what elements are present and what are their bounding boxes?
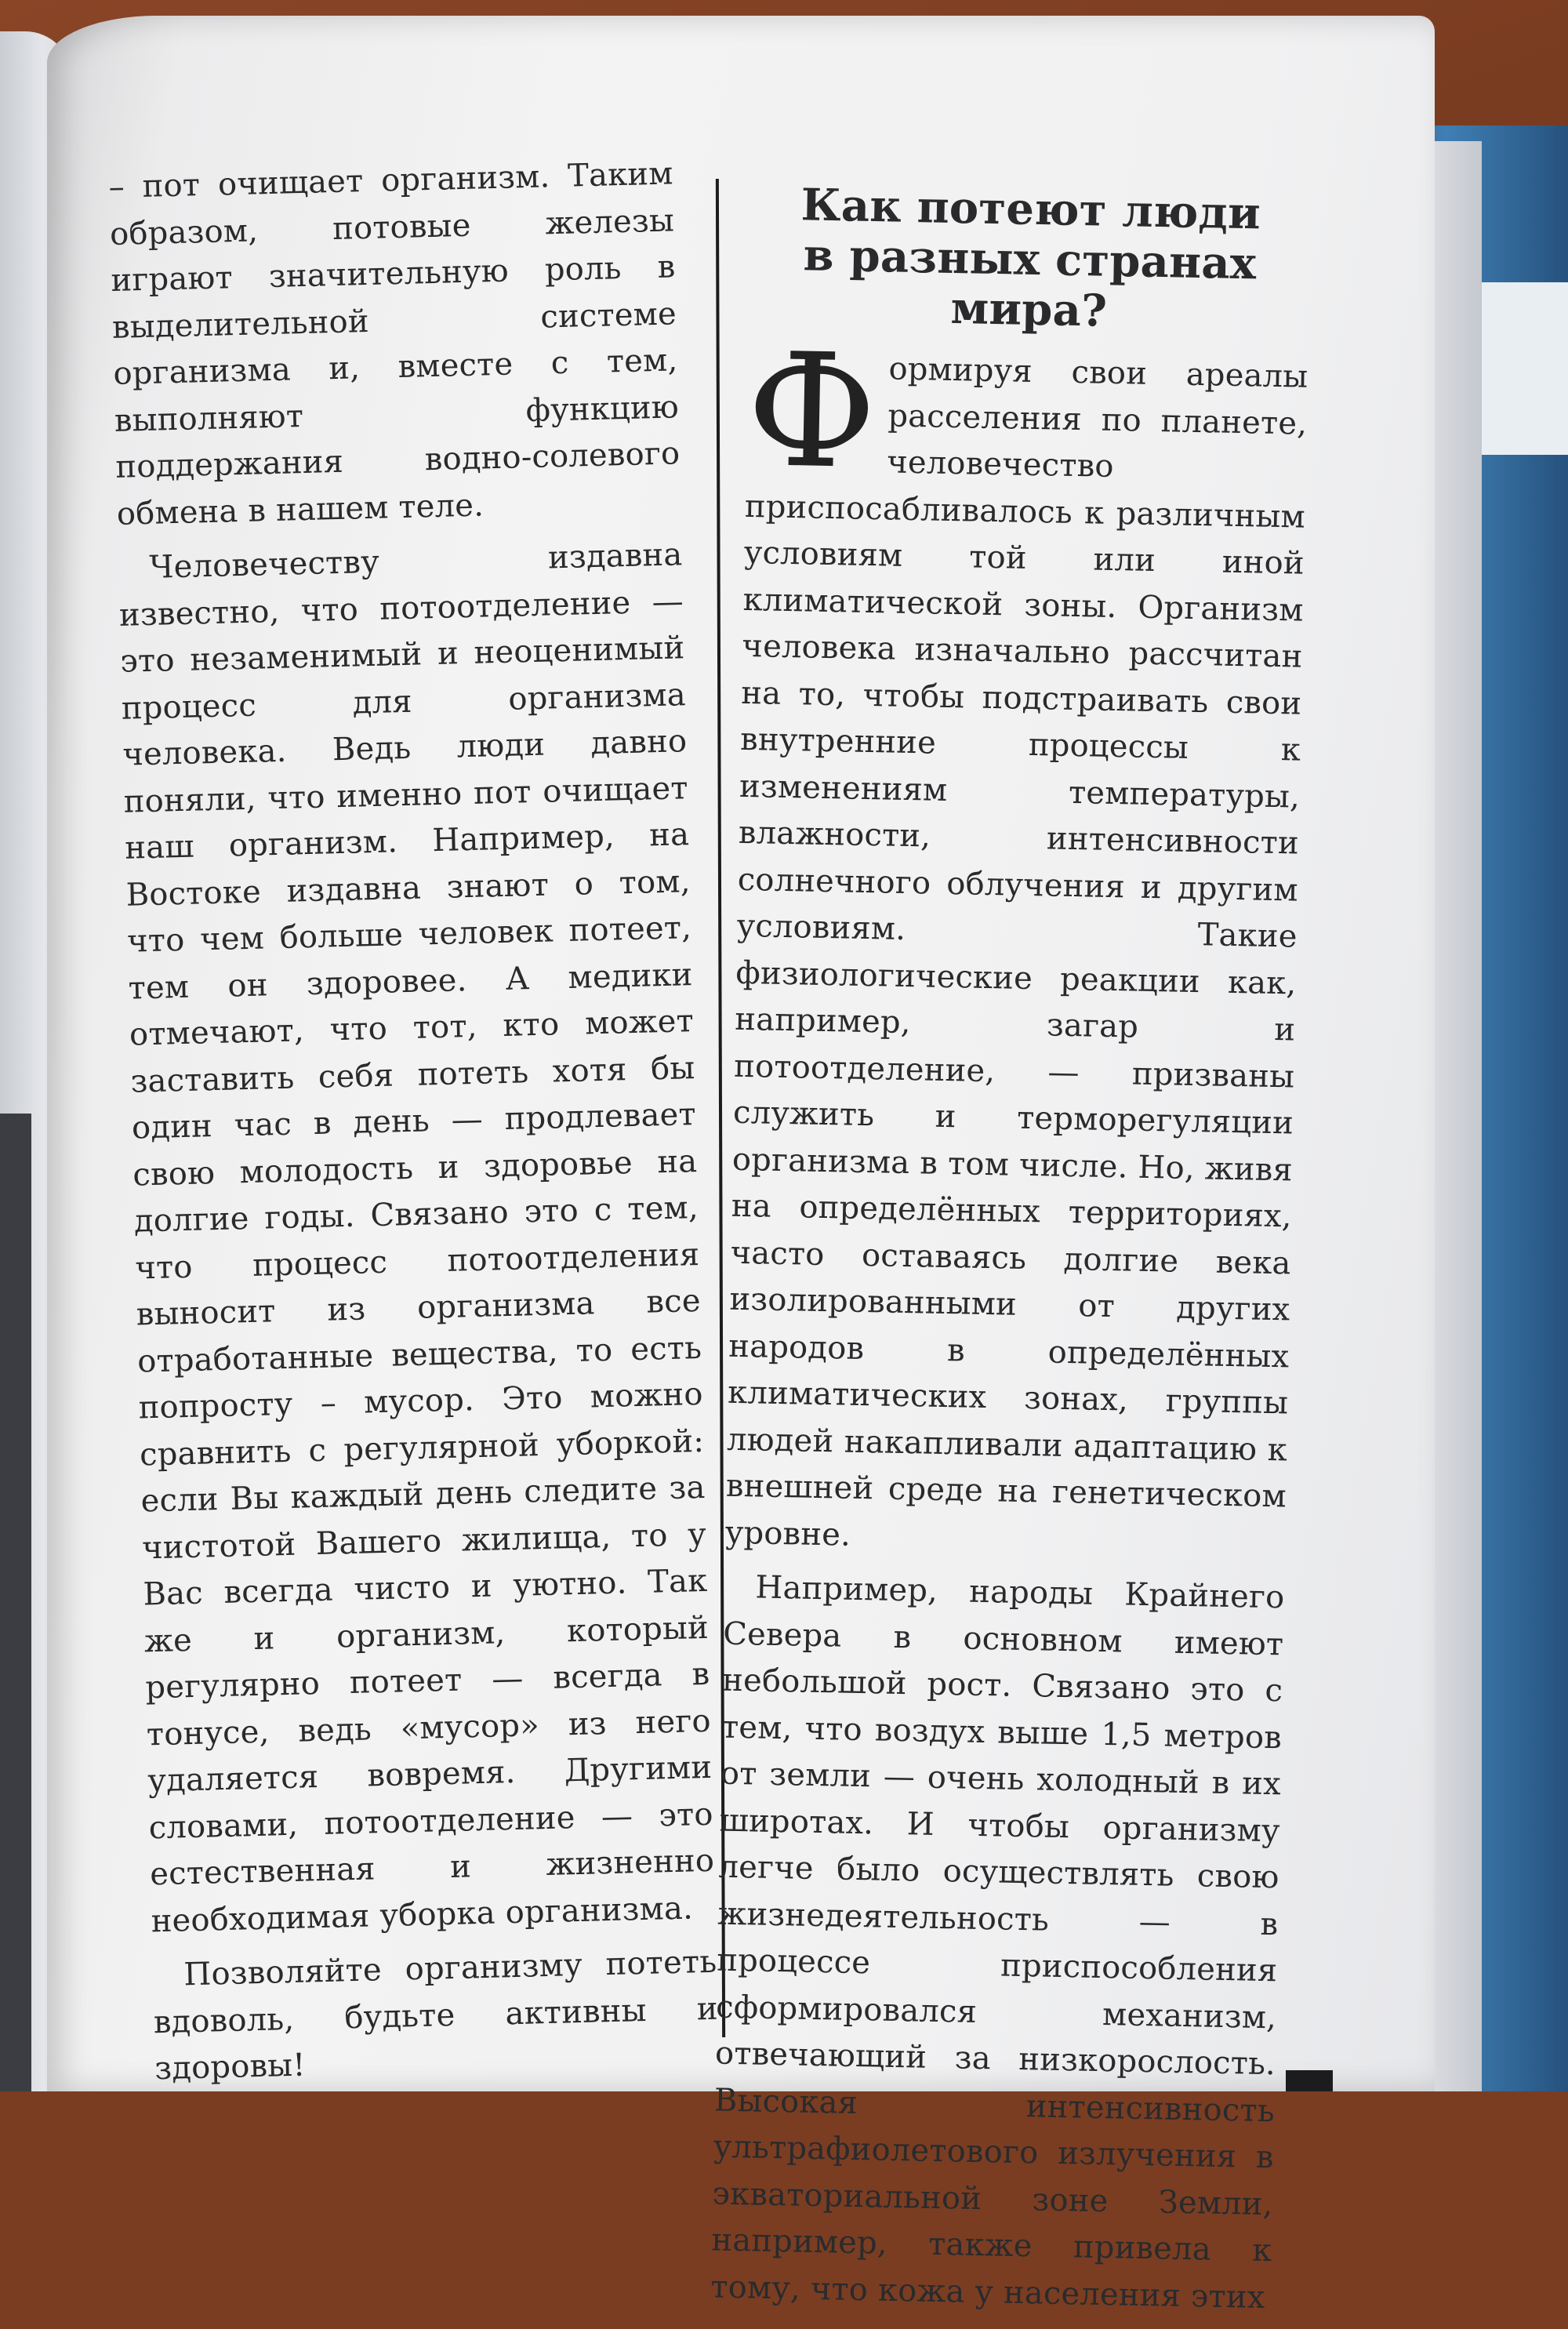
paragraph-closing: Позволяйте организму потеть вдоволь, будьте активны и здоровы! [153, 1943, 719, 2087]
left-text-column [108, 151, 720, 2100]
paragraph-intro-text: ормируя свои ареалы расселения по планете, человечество приспосабливалось к различным условиям той или иной климатической зоны. Организм человека изначально рассчитан на то, чтобы подстраивать свои внутренние процессы к изменениям температуры, влажности, интенсивности солнечного облучения и другим условиям. Такие физиологические реакции как, например, загар и потоотделение, — призваны служить и терморегуляции организма в том числе. Но, живя на определённых территориях, часто оставаясь долгие века изолированными от других народов в определённых климатических зонах, группы людей накапливали адаптацию к внешней среде на генетическом уровне. [724, 351, 1308, 1553]
paragraph-intro [724, 318, 1308, 1567]
dropcap-letter: Ф [745, 318, 879, 505]
article-title-line1: Как потеют люди [800, 179, 1261, 240]
paragraph-sweat-benefits: Человечеству издавна известно, что потоотделение — это незаменимый и неоценимый процесс для организма человека. Ведь люди давно поняли, что именно пот очищает наш организм. Например, на Востоке издавна знают о том, что чем больше человек потеет, тем он здоровее. А медики отмечают, что тот, кто может заставить себя потеть хотя бы один час в день — продлевает свою молодость и здоровье на долгие годы. Связано это с тем, что процесс потоотделения выносит из организма все отработанные вещества, то есть попросту – мусор. Это можно сравнить с регулярной уборкой: если Вы каждый день следите за чистотой Вашего жилища, то у Вас всегда чисто и уютно. Так же и организм, который регулярно потеет — всегда в тонусе, ведь «мусор» из него удаляется вовремя. Другими словами, потоотделение — это естественная и жизненно необходимая уборка организма. [118, 536, 715, 1939]
right-text-column [710, 179, 1312, 2329]
article-title [748, 179, 1312, 340]
page-shadow [0, 1114, 31, 2091]
article-title-line2: в разных странах мира? [803, 229, 1258, 337]
paragraph-north-example: Например, народы Крайнего Севера в основном имеют небольшой рост. Связано это с тем, что воздух выше 1,5 метров от земли — очень холодный в их широтах. И чтобы организму легче было осуществлять свою жизнедеятельность — в процессе приспособления сформировался механизм, отвечающий за низкорослость. Высокая интенсивность ультрафиолетового излучения в экваториальной зоне Земли, например, также привела к тому, что кожа у населения этих [710, 1569, 1285, 2316]
page-stack-edge [1435, 141, 1482, 2091]
paragraph-continuation: – пот очищает организм. Таким образом, потовые железы играют значительную роль в выделительной системе организма и, вместе с тем, выполняют функцию поддержания водно-солевого обмена в нашем теле. [108, 155, 681, 532]
page-corner-mark [1286, 2070, 1333, 2091]
